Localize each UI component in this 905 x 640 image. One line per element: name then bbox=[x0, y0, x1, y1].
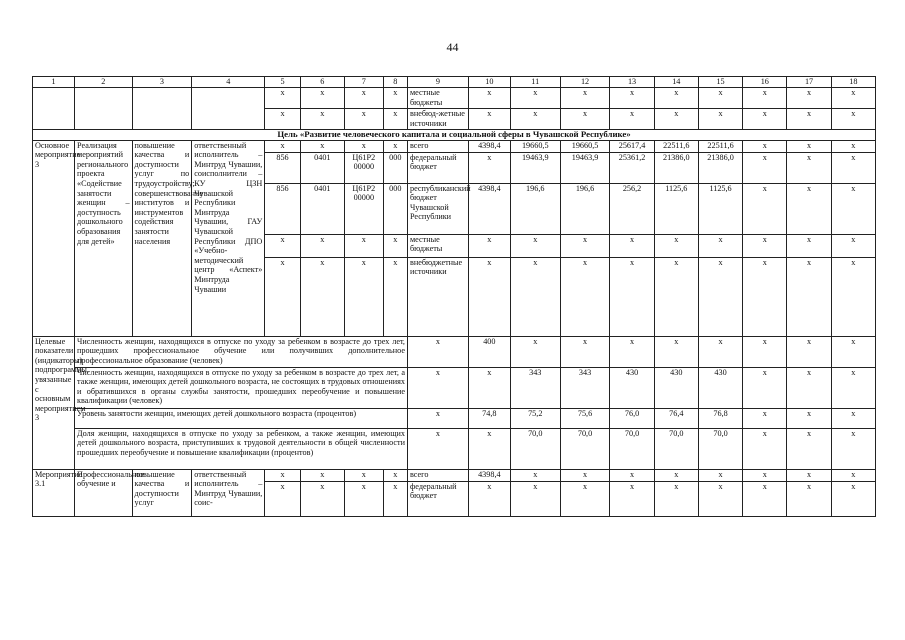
code-cell: x bbox=[344, 234, 383, 257]
target-row bbox=[33, 408, 876, 428]
empty-cell bbox=[75, 88, 133, 130]
value-cell: x bbox=[560, 257, 610, 336]
value-cell: x bbox=[510, 257, 560, 336]
value-cell: 75,2 bbox=[510, 408, 560, 428]
code-cell: x bbox=[344, 257, 383, 336]
goal-row bbox=[33, 130, 876, 141]
code-cell: x bbox=[383, 481, 407, 516]
value-cell: x bbox=[654, 234, 698, 257]
budget-table bbox=[32, 76, 876, 517]
value-cell: x bbox=[831, 481, 875, 516]
value-cell: 76,4 bbox=[654, 408, 698, 428]
value-cell: 21386,0 bbox=[698, 152, 742, 183]
value-cell: x bbox=[743, 88, 787, 109]
value-cell: x bbox=[610, 481, 654, 516]
code-cell: x bbox=[383, 234, 407, 257]
value-cell: 343 bbox=[560, 367, 610, 408]
value-cell: x bbox=[654, 88, 698, 109]
value-cell: x bbox=[831, 88, 875, 109]
column-header: 4 bbox=[192, 77, 265, 88]
value-cell: 4398,4 bbox=[468, 183, 510, 234]
value-cell: 19660,5 bbox=[560, 140, 610, 152]
column-header: 2 bbox=[75, 77, 133, 88]
table-row bbox=[33, 88, 876, 109]
value-cell: 25617,4 bbox=[610, 140, 654, 152]
value-cell: x bbox=[831, 257, 875, 336]
value-cell: 19463,9 bbox=[560, 152, 610, 183]
code-cell: x bbox=[265, 481, 300, 516]
value-cell: x bbox=[510, 234, 560, 257]
value-cell: x bbox=[698, 234, 742, 257]
indicator-text: Численность женщин, находящихся в отпуске по уходу за ребенком в возрасте до трех лет, прошедших профессиональное обучение или получивших дополнительное профессиональное образование (человек) bbox=[75, 336, 408, 367]
sub-event-label: Мероприятие 3.1 bbox=[33, 469, 75, 516]
value-cell: x bbox=[787, 257, 831, 336]
header-row bbox=[33, 77, 876, 88]
target-row bbox=[33, 428, 876, 469]
table-row bbox=[33, 140, 876, 152]
column-header: 13 bbox=[610, 77, 654, 88]
value-cell: x bbox=[468, 234, 510, 257]
code-cell: 856 bbox=[265, 183, 300, 234]
code-cell: x bbox=[265, 469, 300, 481]
funding-source-cell: внебюд-жетные источники bbox=[407, 109, 468, 130]
value-cell: x bbox=[407, 367, 468, 408]
main-event-executor: ответственный исполнитель – Минтруд Чувашии, соисполнители – КУ ЦЗН Чувашской Республики Минтруда Чувашии, ГАУ Чувашской Республики ДПО «Учебно-методический центр «Аспект» Минтруда Чувашии bbox=[192, 140, 265, 336]
code-cell: 0401 bbox=[300, 152, 344, 183]
value-cell: 343 bbox=[510, 367, 560, 408]
value-cell: x bbox=[610, 469, 654, 481]
code-cell: x bbox=[300, 234, 344, 257]
value-cell: x bbox=[610, 109, 654, 130]
value-cell: 70,0 bbox=[654, 428, 698, 469]
code-cell: x bbox=[300, 140, 344, 152]
code-cell: x bbox=[383, 257, 407, 336]
value-cell: 400 bbox=[468, 336, 510, 367]
main-event-label: Основное мероприятие 3 bbox=[33, 140, 75, 336]
value-cell: x bbox=[743, 109, 787, 130]
value-cell: x bbox=[510, 336, 560, 367]
value-cell: x bbox=[831, 408, 875, 428]
value-cell: 70,0 bbox=[510, 428, 560, 469]
value-cell: x bbox=[743, 152, 787, 183]
code-cell: 856 bbox=[265, 152, 300, 183]
value-cell: x bbox=[407, 408, 468, 428]
value-cell: x bbox=[698, 469, 742, 481]
code-cell: x bbox=[344, 481, 383, 516]
column-header: 8 bbox=[383, 77, 407, 88]
value-cell: x bbox=[654, 109, 698, 130]
value-cell: 70,0 bbox=[698, 428, 742, 469]
code-cell: 000 bbox=[383, 152, 407, 183]
value-cell: x bbox=[468, 367, 510, 408]
column-header: 9 bbox=[407, 77, 468, 88]
column-header: 16 bbox=[743, 77, 787, 88]
value-cell: 430 bbox=[654, 367, 698, 408]
code-cell: 0401 bbox=[300, 183, 344, 234]
code-cell: x bbox=[383, 469, 407, 481]
code-cell: x bbox=[300, 109, 344, 130]
value-cell: 4398,4 bbox=[468, 469, 510, 481]
indicator-text: Уровень занятости женщин, имеющих детей дошкольного возраста (процентов) bbox=[75, 408, 408, 428]
main-event-name: Реализация мероприятий регионального проекта «Содействие занятости женщин – доступность дошкольного образования для детей» bbox=[75, 140, 133, 336]
value-cell: 76,0 bbox=[610, 408, 654, 428]
value-cell: x bbox=[787, 336, 831, 367]
code-cell: x bbox=[300, 469, 344, 481]
value-cell: 256,2 bbox=[610, 183, 654, 234]
value-cell: x bbox=[831, 152, 875, 183]
code-cell: x bbox=[300, 481, 344, 516]
sub-event-executor: ответственный исполнитель – Минтруд Чувашии, соис- bbox=[192, 469, 265, 516]
column-header: 12 bbox=[560, 77, 610, 88]
code-cell: x bbox=[344, 109, 383, 130]
empty-cell bbox=[33, 88, 75, 130]
value-cell: x bbox=[610, 88, 654, 109]
value-cell: x bbox=[787, 183, 831, 234]
value-cell: 1125,6 bbox=[654, 183, 698, 234]
code-cell: x bbox=[344, 140, 383, 152]
value-cell: 430 bbox=[698, 367, 742, 408]
value-cell: x bbox=[787, 428, 831, 469]
value-cell: x bbox=[831, 140, 875, 152]
value-cell: x bbox=[610, 257, 654, 336]
value-cell: x bbox=[787, 140, 831, 152]
value-cell: x bbox=[831, 234, 875, 257]
value-cell: x bbox=[560, 109, 610, 130]
value-cell: x bbox=[560, 336, 610, 367]
funding-source-cell: местные бюджеты bbox=[407, 234, 468, 257]
value-cell: x bbox=[468, 88, 510, 109]
column-header: 5 bbox=[265, 77, 300, 88]
value-cell: x bbox=[654, 336, 698, 367]
goal-title: Цель «Развитие человеческого капитала и социальной сферы в Чувашской Республике» bbox=[33, 130, 876, 141]
empty-cell bbox=[192, 88, 265, 130]
targets-label: Целевые показатели (индикаторы) подпрограммы, увязанные с основным мероприятием 3 bbox=[33, 336, 75, 469]
funding-source-cell: всего bbox=[407, 140, 468, 152]
value-cell: x bbox=[787, 408, 831, 428]
code-cell: 000 bbox=[383, 183, 407, 234]
code-cell: x bbox=[265, 88, 300, 109]
value-cell: 70,0 bbox=[610, 428, 654, 469]
value-cell: x bbox=[407, 336, 468, 367]
code-cell: x bbox=[265, 234, 300, 257]
value-cell: x bbox=[510, 481, 560, 516]
funding-source-cell: внебюджетные источники bbox=[407, 257, 468, 336]
column-header: 3 bbox=[132, 77, 192, 88]
code-cell: x bbox=[300, 88, 344, 109]
value-cell: 74,8 bbox=[468, 408, 510, 428]
funding-source-cell: всего bbox=[407, 469, 468, 481]
column-header: 11 bbox=[510, 77, 560, 88]
column-header: 17 bbox=[787, 77, 831, 88]
value-cell: 19660,5 bbox=[510, 140, 560, 152]
value-cell: x bbox=[698, 336, 742, 367]
value-cell: 1125,6 bbox=[698, 183, 742, 234]
value-cell: 70,0 bbox=[560, 428, 610, 469]
value-cell: x bbox=[743, 408, 787, 428]
value-cell: x bbox=[510, 469, 560, 481]
value-cell: x bbox=[468, 481, 510, 516]
value-cell: x bbox=[831, 367, 875, 408]
code-cell: x bbox=[265, 140, 300, 152]
value-cell: x bbox=[698, 88, 742, 109]
code-cell: x bbox=[383, 88, 407, 109]
value-cell: x bbox=[743, 336, 787, 367]
value-cell: x bbox=[468, 428, 510, 469]
target-row bbox=[33, 367, 876, 408]
value-cell: x bbox=[560, 469, 610, 481]
sub-event-result: повышение качества и доступности услуг bbox=[132, 469, 192, 516]
code-cell: x bbox=[344, 88, 383, 109]
value-cell: x bbox=[743, 469, 787, 481]
code-cell: Ц61Р2 00000 bbox=[344, 152, 383, 183]
value-cell: 430 bbox=[610, 367, 654, 408]
value-cell: 19463,9 bbox=[510, 152, 560, 183]
main-event-result: повышение качества и доступности услуг по трудоустройству; совершенствование институтов и инструментов содействия занятости населения bbox=[132, 140, 192, 336]
column-header: 15 bbox=[698, 77, 742, 88]
page-number: 44 bbox=[446, 40, 459, 54]
value-cell: x bbox=[831, 469, 875, 481]
value-cell: 22511,6 bbox=[654, 140, 698, 152]
value-cell: x bbox=[831, 183, 875, 234]
indicator-text: Численность женщин, находящихся в отпуске по уходу за ребенком в возрасте до трех лет, а также женщин, имеющих детей дошкольного возраста, не состоящих в трудовых отношениях и обратившихся в органы службы занятости, прошедших переобучение и повышение квалификации (человек) bbox=[75, 367, 408, 408]
value-cell: x bbox=[743, 140, 787, 152]
value-cell: x bbox=[831, 109, 875, 130]
column-header: 18 bbox=[831, 77, 875, 88]
value-cell: x bbox=[787, 481, 831, 516]
value-cell: 21386,0 bbox=[654, 152, 698, 183]
column-header: 14 bbox=[654, 77, 698, 88]
value-cell: x bbox=[560, 234, 610, 257]
funding-source-cell: республиканский бюджет Чувашской Республики bbox=[407, 183, 468, 234]
value-cell: x bbox=[560, 481, 610, 516]
code-cell: x bbox=[383, 109, 407, 130]
code-cell: x bbox=[383, 140, 407, 152]
value-cell: x bbox=[787, 469, 831, 481]
target-row bbox=[33, 336, 876, 367]
column-header: 6 bbox=[300, 77, 344, 88]
empty-cell bbox=[132, 88, 192, 130]
code-cell: x bbox=[265, 109, 300, 130]
value-cell: 22511,6 bbox=[698, 140, 742, 152]
value-cell: x bbox=[787, 109, 831, 130]
funding-source-cell: федеральный бюджет bbox=[407, 152, 468, 183]
value-cell: x bbox=[698, 481, 742, 516]
funding-source-cell: федеральный бюджет bbox=[407, 481, 468, 516]
value-cell: x bbox=[743, 234, 787, 257]
value-cell: x bbox=[654, 481, 698, 516]
value-cell: x bbox=[787, 367, 831, 408]
column-header: 7 bbox=[344, 77, 383, 88]
value-cell: x bbox=[698, 257, 742, 336]
value-cell: 75,6 bbox=[560, 408, 610, 428]
value-cell: 4398,4 bbox=[468, 140, 510, 152]
value-cell: x bbox=[407, 428, 468, 469]
value-cell: x bbox=[743, 257, 787, 336]
table-row bbox=[33, 469, 876, 481]
value-cell: x bbox=[787, 152, 831, 183]
value-cell: 25361,2 bbox=[610, 152, 654, 183]
value-cell: x bbox=[610, 234, 654, 257]
value-cell: x bbox=[560, 88, 610, 109]
value-cell: x bbox=[510, 109, 560, 130]
value-cell: x bbox=[654, 469, 698, 481]
value-cell: 196,6 bbox=[560, 183, 610, 234]
code-cell: x bbox=[265, 257, 300, 336]
value-cell: x bbox=[468, 152, 510, 183]
value-cell: x bbox=[510, 88, 560, 109]
value-cell: x bbox=[787, 234, 831, 257]
value-cell: x bbox=[468, 109, 510, 130]
value-cell: x bbox=[743, 428, 787, 469]
column-header: 10 bbox=[468, 77, 510, 88]
funding-source-cell: местные бюджеты bbox=[407, 88, 468, 109]
value-cell: x bbox=[610, 336, 654, 367]
value-cell: x bbox=[831, 428, 875, 469]
column-header: 1 bbox=[33, 77, 75, 88]
value-cell: x bbox=[831, 336, 875, 367]
value-cell: x bbox=[468, 257, 510, 336]
value-cell: 76,8 bbox=[698, 408, 742, 428]
indicator-text: Доля женщин, находящихся в отпуске по уходу за ребенком, а также женщин, имеющих детей дошкольного возраста, приступивших к трудовой деятельности в общей численности прошедших переобучение и повышение квалификации (процентов) bbox=[75, 428, 408, 469]
table-body bbox=[33, 77, 876, 517]
code-cell: x bbox=[344, 469, 383, 481]
value-cell: x bbox=[654, 257, 698, 336]
value-cell: 196,6 bbox=[510, 183, 560, 234]
value-cell: x bbox=[743, 183, 787, 234]
value-cell: x bbox=[787, 88, 831, 109]
value-cell: x bbox=[743, 367, 787, 408]
value-cell: x bbox=[743, 481, 787, 516]
code-cell: x bbox=[300, 257, 344, 336]
code-cell: Ц61Р2 00000 bbox=[344, 183, 383, 234]
value-cell: x bbox=[698, 109, 742, 130]
sub-event-name: Профессиональное обучение и bbox=[75, 469, 133, 516]
